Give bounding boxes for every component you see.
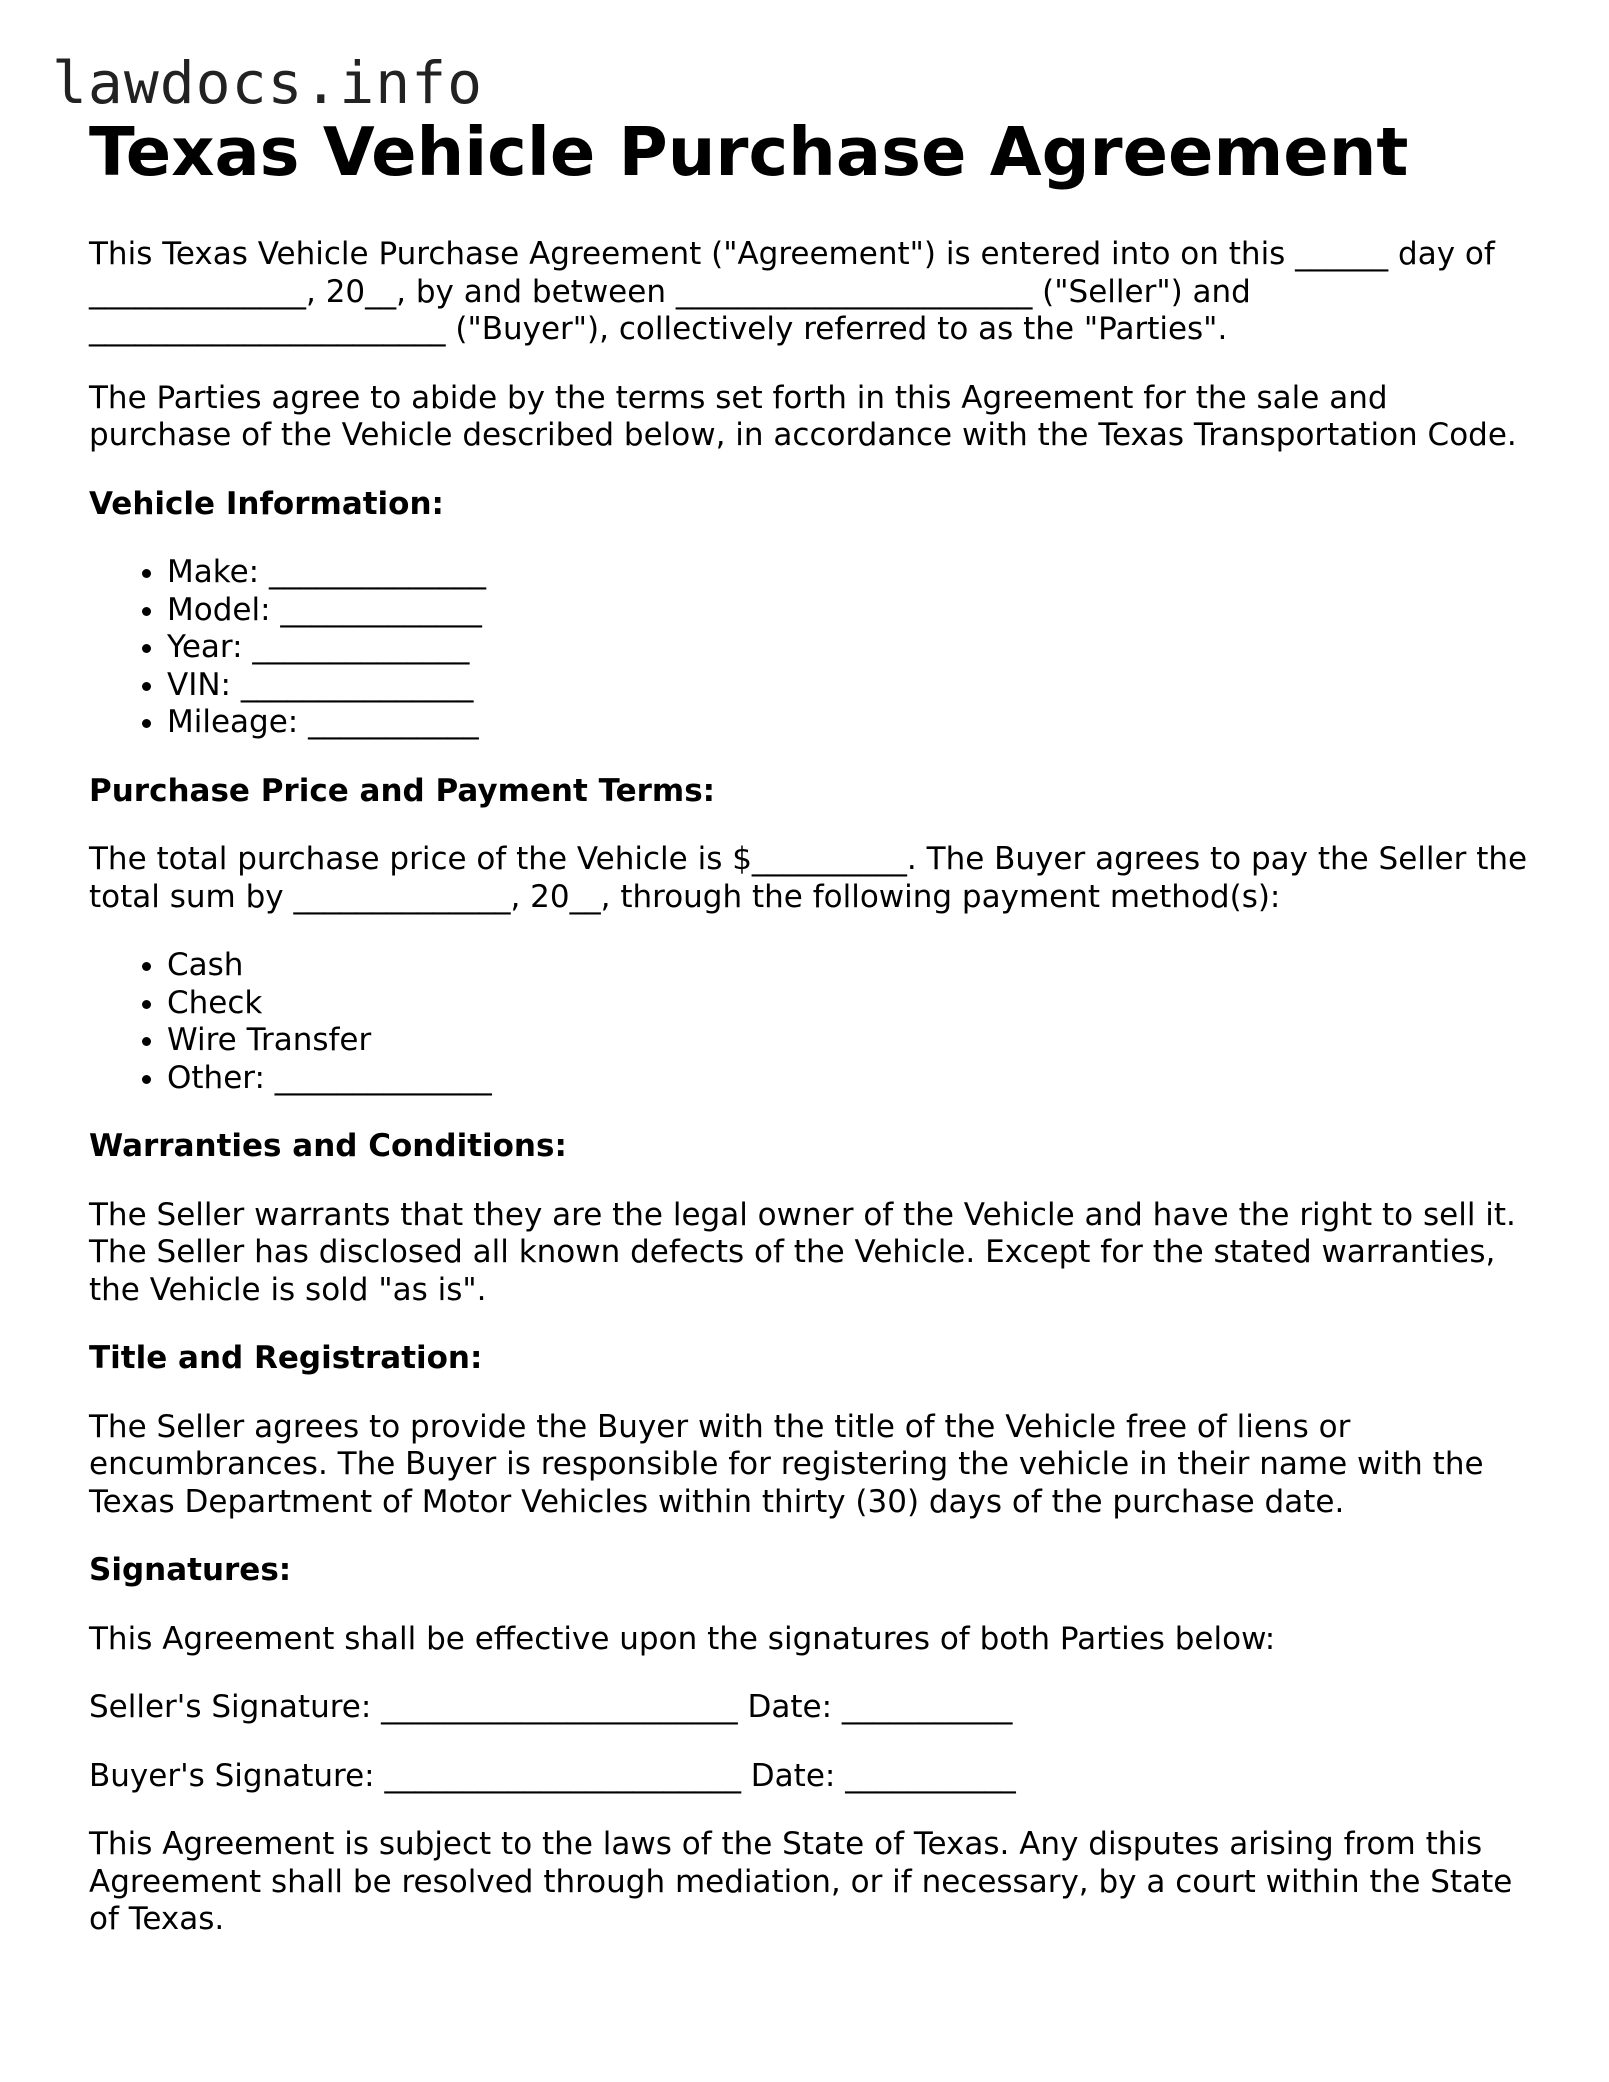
payment-paragraph: The total purchase price of the Vehicle is $__________. The Buyer agrees to pay the Seller the total sum by ______________, 20__, through the following payment method(s): [89,841,1528,915]
payment-heading: Purchase Price and Payment Terms: [89,772,716,809]
payment-method-check: • Check [167,985,1539,1023]
warranties-paragraph: The Seller warrants that they are the legal owner of the Vehicle and have the right to sell it. The Seller has disclosed all known defects of the Vehicle. Except for the stated warranties, the Vehicle is sold "as is". [89,1196,1516,1308]
title-registration-heading: Title and Registration: [89,1340,483,1376]
site-watermark: lawdocs.info [52,49,484,117]
vehicle-info-heading: Vehicle Information: [89,485,444,522]
terms-intro-paragraph: The Parties agree to abide by the terms set forth in this Agreement for the sale and purchase of the Vehicle described below, in accordance with the Texas Transportation Code. [89,379,1517,453]
governing-law-paragraph: This Agreement is subject to the laws of the State of Texas. Any disputes arising from this Agreement shall be resolved through mediation, or if necessary, by a court within the State of Texas. [89,1826,1513,1937]
payment-methods-list [89,947,1539,1097]
vehicle-year-item: • Year: ______________ [167,629,1539,667]
vehicle-mileage-item: • Mileage: ___________ [167,704,1539,742]
agreement-document [89,112,1539,1939]
vehicle-model-item: • Model: _____________ [167,592,1539,630]
warranties-heading: Warranties and Conditions: [89,1128,567,1164]
vehicle-vin-item: • VIN: _______________ [167,667,1539,705]
signatures-paragraph: This Agreement shall be effective upon the signatures of both Parties below: [89,1620,1276,1657]
intro-paragraph: This Texas Vehicle Purchase Agreement ("Agreement") is entered into on this ______ day of ______________, 20__, by and between _______________________ ("Seller") and _______________________ ("Buyer"), collectively referred to as the "Parties". [89,236,1495,347]
payment-method-cash: • Cash [167,947,1539,985]
vehicle-make-item: • Make: ______________ [167,554,1539,592]
payment-method-other: • Other: ______________ [167,1060,1539,1098]
signatures-heading: Signatures: [89,1552,292,1588]
payment-method-wire: • Wire Transfer [167,1022,1539,1060]
vehicle-info-list [89,554,1539,742]
document-title: Texas Vehicle Purchase Agreement [89,113,1409,191]
title-registration-paragraph: The Seller agrees to provide the Buyer with the title of the Vehicle free of liens or encumbrances. The Buyer is responsible for registering the vehicle in their name with the Texas Department of Motor Vehicles within thirty (30) days of the purchase date. [89,1408,1484,1520]
buyer-signature-line: Buyer's Signature: _______________________ Date: ___________ [89,1757,1016,1794]
seller-signature-line: Seller's Signature: _______________________ Date: ___________ [89,1689,1013,1725]
